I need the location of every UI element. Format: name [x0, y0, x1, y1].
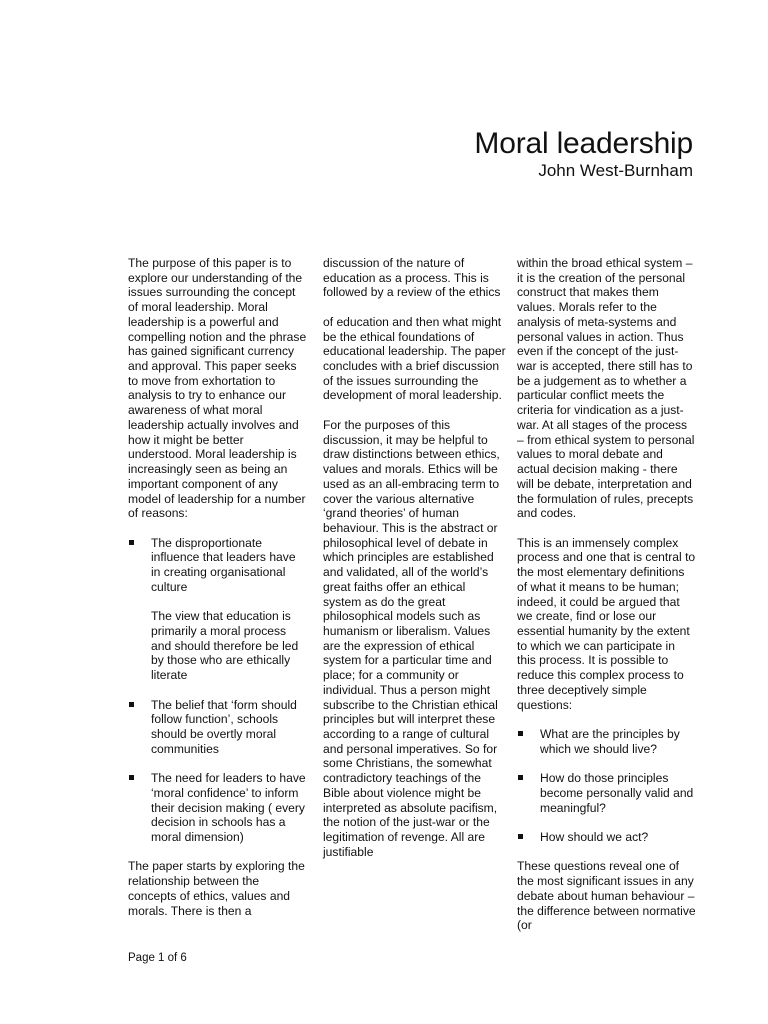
paragraph: These questions reveal one of the most significant issues in any debate about human behaviour – the difference between normative (or	[517, 859, 696, 933]
paragraph: discussion of the nature of education as a process. This is followed by a review of the ethics	[323, 256, 501, 300]
list-item-text: The disproportionate influence that leaders have in creating organisational culture	[151, 535, 296, 594]
list-item	[517, 830, 697, 845]
square-bullet-icon	[129, 702, 134, 707]
list-item-text: What are the principles by which we should live?	[540, 727, 680, 756]
document-title: Moral leadership	[474, 127, 693, 160]
closing-paragraph: The paper starts by exploring the relationship between the concepts of ethics, values and morals. There is then a	[128, 859, 305, 918]
paragraph: This is an immensely complex process and one that is central to the most elementary definitions of what it means to be human; indeed, it could be argued that we create, find or lose our essential humanity by the extent to which we can participate in this process. It is possible to reduce this complex process to three deceptively simple questions:	[517, 535, 696, 712]
reasons-list	[128, 536, 308, 845]
paragraph: within the broad ethical system – it is the creation of the personal construct that makes them values. Morals refer to the analysis of meta-systems and personal values in action. Thus even if the concept of the just-war is accepted, there still has to be a judgement as to whether a particular conflict meets the criteria for vindication as a just-war. At all stages of the process – from ethical system to personal values to moral debate and actual decision making - there will be debate, interpretation and the formulation of rules, precepts and codes.	[517, 256, 695, 521]
list-item-text: The need for leaders to have ‘moral confidence’ to inform their decision making ( every decision in schools has a moral dimension)	[151, 771, 306, 845]
square-bullet-icon	[129, 775, 134, 780]
text-column-2	[323, 256, 506, 859]
list-item-subparagraph: The view that education is primarily a moral process and should therefore be led by those who are ethically literate	[151, 609, 299, 683]
square-bullet-icon	[518, 731, 523, 736]
square-bullet-icon	[518, 775, 523, 780]
list-item	[128, 771, 308, 845]
list-item	[517, 727, 697, 756]
intro-paragraph: The purpose of this paper is to explore our understanding of the issues surrounding the concept of moral leadership. Moral leadership is a powerful and compelling notion and the phrase has gained significant currency and approval. This paper seeks to move from exhortation to analysis to try to enhance our awareness of what moral leadership actually involves and how it might be better understood. Moral leadership is increasingly seen as being an important component of any model of leadership for a number of reasons:	[128, 256, 307, 521]
document-author: John West-Burnham	[538, 161, 693, 180]
list-item	[128, 698, 308, 757]
text-column-3	[517, 256, 697, 933]
list-item-text: The belief that ‘form should follow function’, schools should be overtly moral communities	[151, 697, 297, 756]
list-item	[517, 771, 697, 815]
list-item-text: How should we act?	[540, 830, 649, 845]
paragraph: For the purposes of this discussion, it may be helpful to draw distinctions between ethics, values and morals. Ethics will be used as an all-embracing term to cover the various alternative ‘grand theories’ of human behaviour. This is the abstract or philosophical level of debate in which principles are established and validated, all of the world’s great faiths offer an ethical system as do the great philosophical models such as humanism or liberalism. Values are the expression of ethical system for a particular time and place; for a community or individual. Thus a person might subscribe to the Christian ethical principles but will interpret these according to a range of cultural and personal imperatives. So for some Christians, the somewhat contradictory teachings of the Bible about violence might be interpreted as absolute pacifism, the notion of the just-war or the legitimation of revenge. All are justifiable	[323, 417, 500, 859]
page-number: Page 1 of 6	[128, 952, 187, 964]
text-column-1	[128, 256, 308, 918]
square-bullet-icon	[518, 834, 523, 839]
questions-list	[517, 727, 697, 845]
list-item-text: How do those principles become personally valid and meaningful?	[540, 771, 694, 815]
square-bullet-icon	[129, 540, 134, 545]
list-item	[128, 536, 308, 683]
paragraph: of education and then what might be the ethical foundations of educational leadership. The paper concludes with a brief discussion of the issues surrounding the development of moral leadership.	[323, 314, 506, 403]
